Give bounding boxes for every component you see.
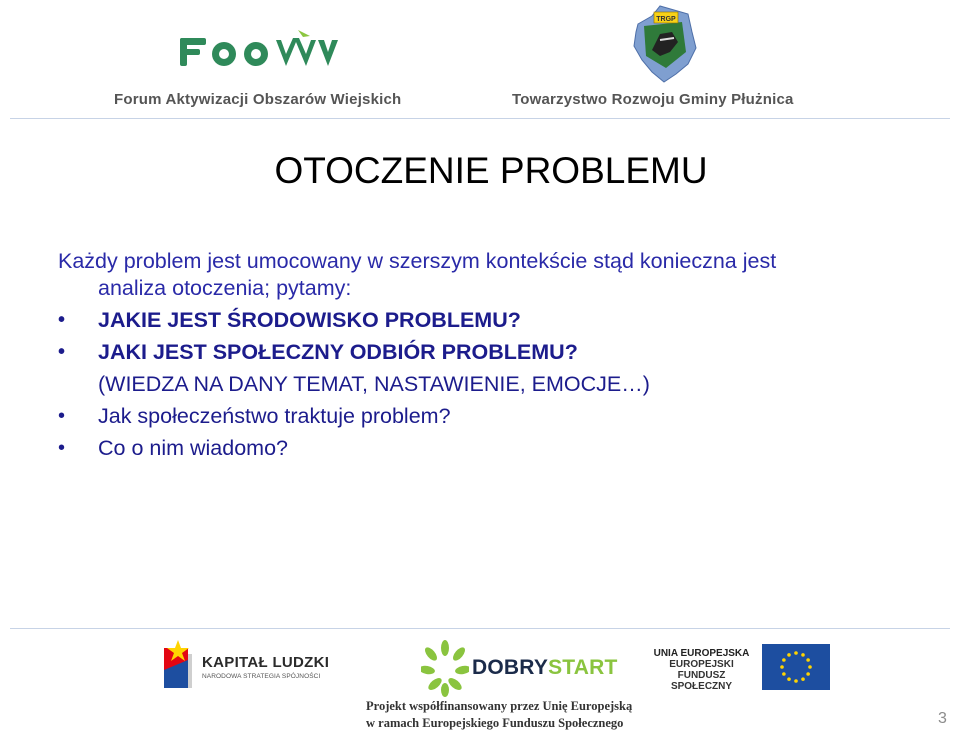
bullet-dot-icon: • — [58, 437, 66, 459]
ue-line-2: EUROPEJSKI — [669, 659, 734, 670]
dobry-text: DOBRY — [472, 656, 549, 679]
towarzystwo-tagline: Towarzystwo Rozwoju Gminy Płużnica — [512, 91, 794, 108]
eu-star-icon — [801, 653, 805, 657]
bullet-text: Jak społeczeństwo traktuje problem? — [98, 404, 451, 428]
bullet-sub-note: (WIEDZA NA DANY TEMAT, NASTAWIENIE, EMOCJE…) — [98, 372, 650, 396]
svg-text:TRGP: TRGP — [656, 16, 676, 23]
kapital-ludzki-logo — [202, 654, 329, 680]
project-line-1: Projekt współfinansowany przez Unię Europejską — [366, 699, 633, 713]
ue-line-1: UNIA EUROPEJSKA — [653, 648, 750, 659]
fa-logo-icon — [178, 28, 353, 68]
bullet-item — [58, 403, 958, 430]
dobry-start-leaf-icon — [421, 640, 469, 698]
trgp-crest-icon — [630, 2, 700, 84]
eu-flag-icon — [762, 644, 830, 690]
slide-title — [0, 150, 960, 192]
eu-star-icon — [782, 658, 786, 662]
ue-line-3: FUNDUSZ SPOŁECZNY — [670, 670, 733, 692]
project-line-2: w ramach Europejskiego Funduszu Społecznego — [366, 716, 624, 730]
eu-star-icon — [806, 672, 810, 676]
bullet-text: JAKIE JEST ŚRODOWISKO PROBLEMU? — [98, 308, 521, 332]
bullet-dot-icon: • — [58, 309, 66, 331]
eu-star-icon — [787, 677, 791, 681]
start-text: START — [548, 656, 618, 679]
intro-line-2: analiza otoczenia; pytamy: — [98, 276, 352, 300]
dobry-start-logo — [472, 656, 618, 680]
kapital-ludzki-flag-icon — [164, 640, 194, 690]
eu-star-icon — [801, 677, 805, 681]
forum-tagline: Forum Aktywizacji Obszarów Wiejskich — [114, 91, 402, 108]
bullet-text: Co o nim wiadomo? — [98, 436, 289, 460]
eu-star-icon — [808, 665, 812, 669]
eu-star-icon — [794, 679, 798, 683]
bullet-text: JAKI JEST SPOŁECZNY ODBIÓR PROBLEMU? — [98, 340, 578, 364]
ue-efs-logo-text — [650, 648, 753, 692]
footer-divider — [10, 628, 950, 629]
bullet-dot-icon: • — [58, 405, 66, 427]
slide-body — [58, 248, 958, 462]
eu-star-icon — [787, 653, 791, 657]
kapital-title: KAPITAŁ LUDZKI — [202, 654, 330, 671]
project-cofinancing-note — [366, 698, 632, 732]
intro-line-1: Każdy problem jest umocowany w szerszym kontekście stąd konieczna jest — [58, 249, 777, 273]
eu-star-icon — [794, 651, 798, 655]
eu-star-icon — [782, 672, 786, 676]
header-divider — [10, 118, 950, 119]
bullet-item — [58, 435, 958, 462]
kapital-subtitle: NARODOWA STRATEGIA SPÓJNOŚCI — [202, 673, 321, 680]
bullet-item — [58, 339, 958, 366]
slide-header — [0, 0, 960, 120]
bullet-item — [58, 307, 958, 334]
page-number: 3 — [938, 710, 947, 727]
eu-star-icon — [780, 665, 784, 669]
bullet-dot-icon: • — [58, 341, 66, 363]
eu-star-icon — [806, 658, 810, 662]
slide-title-text: OTOCZENIE PROBLEMU — [274, 150, 708, 191]
